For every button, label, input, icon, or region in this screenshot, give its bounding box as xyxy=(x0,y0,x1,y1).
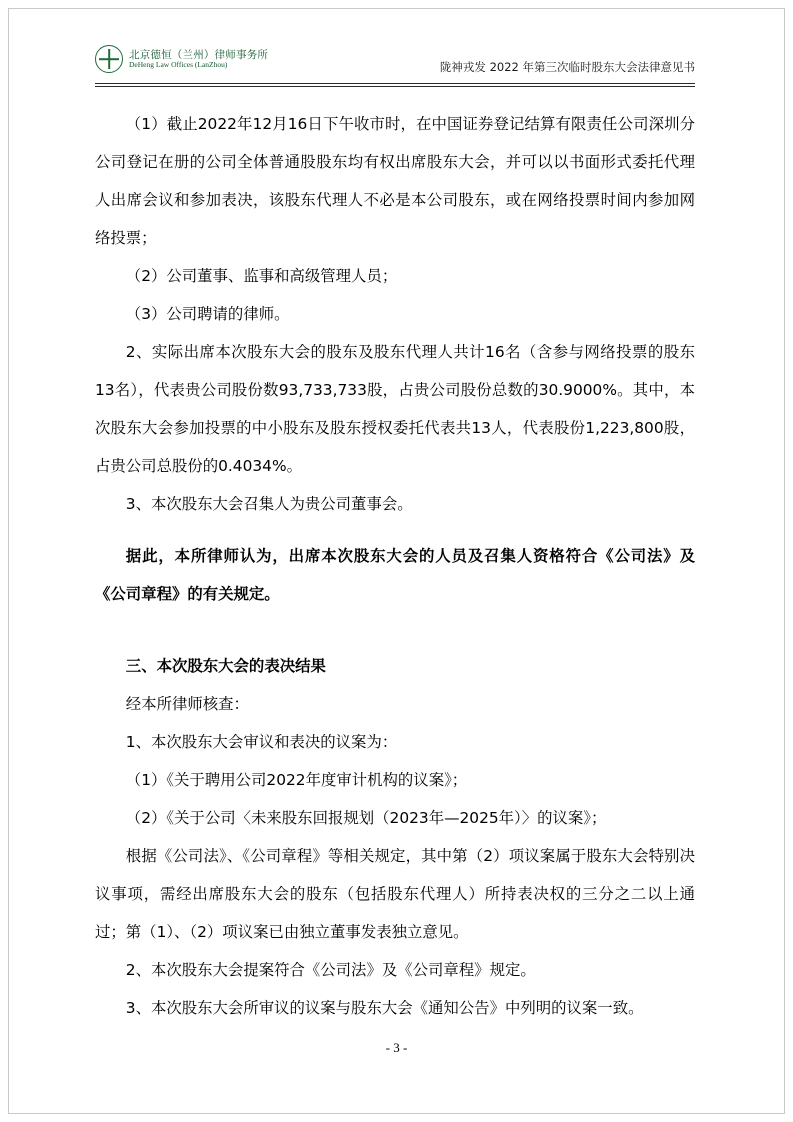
paragraph-10: （2）《关于公司〈未来股东回报规划（2023年—2025年）〉的议案》； xyxy=(125,809,607,827)
header-divider-line xyxy=(95,83,695,84)
paragraph-8: 1、本次股东大会审议和表决的议案为： xyxy=(125,733,398,751)
page-footer xyxy=(0,1040,793,1056)
deheng-circle-cross-logo-icon xyxy=(95,45,123,73)
spacer xyxy=(95,523,695,537)
section-heading-three: 三、本次股东大会的表决结果 xyxy=(125,657,326,675)
paragraph-3: （3）公司聘请的律师。 xyxy=(125,305,290,323)
firm-name-block xyxy=(129,49,268,70)
paragraph-4: 2、实际出席本次股东大会的股东及股东代理人共计16名（含参与网络投票的股东13名），代表贵公司股份数93,733,733股，占贵公司股份总数的30.9000%。其中，本次股东大会参加投票的中小股东及股东授权委托代表共13人，代表股份1,223,800股，占贵公司总股份的0.4034%。 xyxy=(95,343,695,475)
document-body xyxy=(95,105,695,1027)
paragraph-7: 经本所律师核查： xyxy=(125,695,249,713)
firm-name-cn: 北京德恒（兰州）律师事务所 xyxy=(129,48,269,61)
page-header xyxy=(95,45,695,81)
paragraph-9: （1）《关于聘用公司2022年度审计机构的议案》； xyxy=(125,771,468,789)
firm-logo xyxy=(95,45,268,73)
spacer xyxy=(95,613,695,647)
paragraph-conclusion: 据此，本所律师认为，出席本次股东大会的人员及召集人资格符合《公司法》及《公司章程》的有关规定。 xyxy=(95,547,695,603)
paragraph-13: 3、本次股东大会所审议的议案与股东大会《通知公告》中列明的议案一致。 xyxy=(125,999,644,1017)
paragraph-5: 3、本次股东大会召集人为贵公司董事会。 xyxy=(125,495,413,513)
header-document-title: 陇神戎发 2022 年第三次临时股东大会法律意见书 xyxy=(439,60,695,74)
paragraph-2: （2）公司董事、监事和高级管理人员； xyxy=(125,267,398,285)
header-divider-line-thin xyxy=(95,86,695,87)
firm-name-en: DeHeng Law Offices (LanZhou) xyxy=(129,59,228,69)
page-number: - 3 - xyxy=(385,1040,408,1055)
paragraph-12: 2、本次股东大会提案符合《公司法》及《公司章程》规定。 xyxy=(125,961,536,979)
paragraph-11: 根据《公司法》、《公司章程》等相关规定，其中第（2）项议案属于股东大会特别决议事项，需经出席股东大会的股东（包括股东代理人）所持表决权的三分之二以上通过；第（1）、（2）项议案已由独立董事发表独立意见。 xyxy=(95,847,695,941)
paragraph-1: （1）截止2022年12月16日下午收市时，在中国证券登记结算有限责任公司深圳分公司登记在册的公司全体普通股股东均有权出席股东大会，并可以以书面形式委托代理人出席会议和参加表决，该股东代理人不必是本公司股东，或在网络投票时间内参加网络投票； xyxy=(95,115,695,247)
